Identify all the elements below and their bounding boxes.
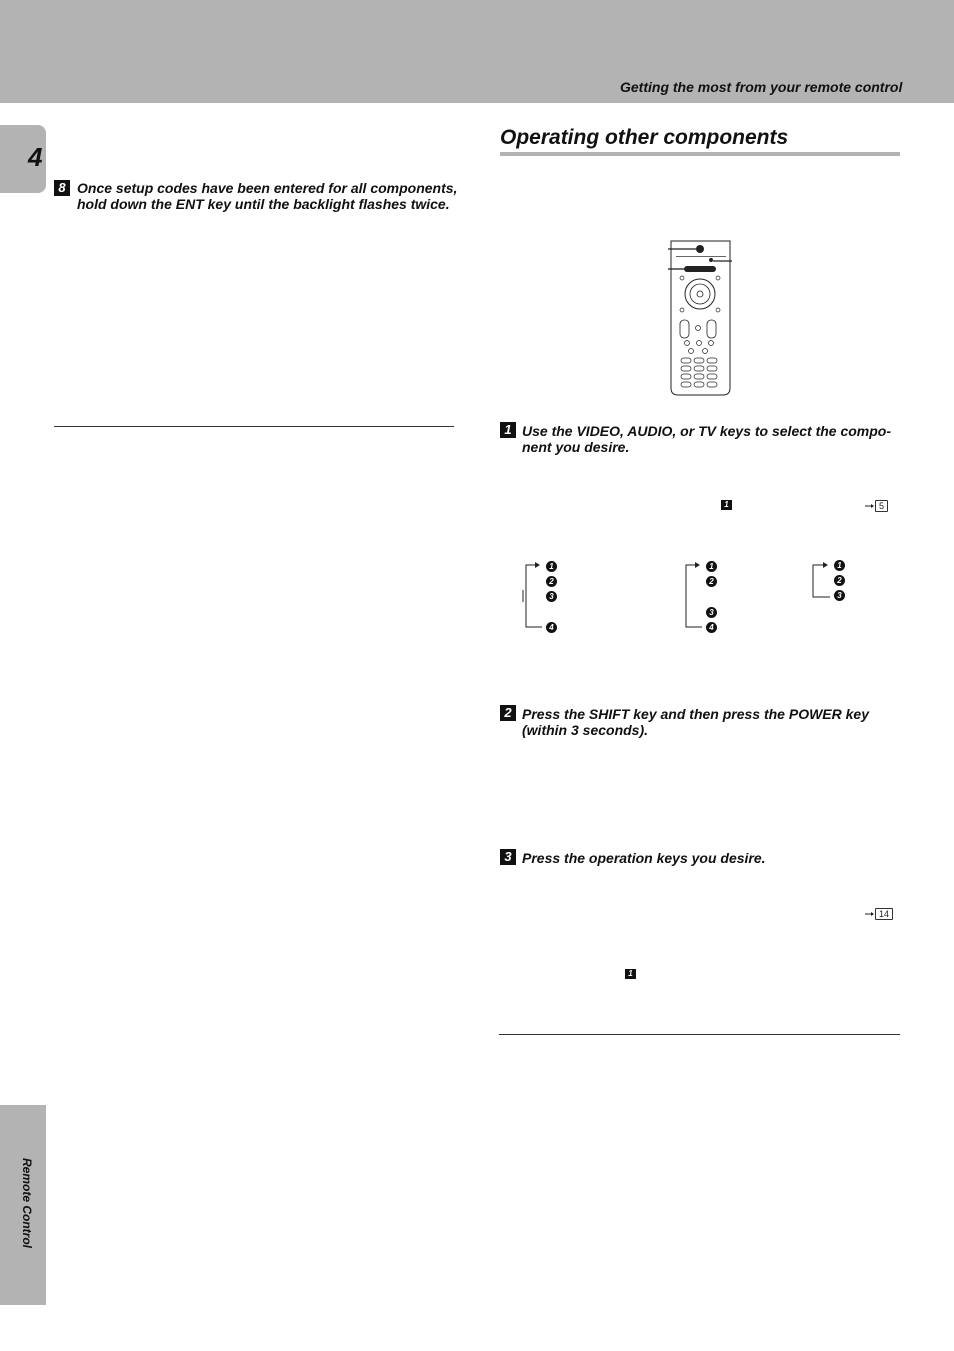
step-1-inline-badge: 1 [721, 500, 732, 510]
sequence-3-step-1: 1 [834, 560, 845, 571]
sequence-2-step-4: 4 [706, 622, 717, 633]
arrow-right-icon [865, 911, 875, 917]
page-number: 4 [28, 142, 43, 172]
step-3-text: Press the operation keys you desire. [522, 850, 766, 866]
step-1-line-2: nent you desire. [522, 439, 630, 455]
arrow-right-icon [865, 503, 875, 509]
step-2-line-2: (within 3 seconds). [522, 722, 649, 738]
sequence-2-step-3: 3 [706, 607, 717, 618]
step-3-badge: 3 [500, 849, 516, 865]
sequence-1-step-2: 2 [546, 576, 557, 587]
step-2-badge: 2 [500, 705, 516, 721]
step-1-badge: 1 [500, 422, 516, 438]
sequence-3-step-3: 3 [834, 590, 845, 601]
page-ref-14 [865, 908, 893, 920]
sequence-1-step-4: 4 [546, 622, 557, 633]
heading-bar [500, 152, 900, 156]
main-heading: Operating other components [500, 126, 789, 149]
section-title: Getting the most from your remote control [620, 79, 903, 95]
step-1-line-1: Use the VIDEO, AUDIO, or TV keys to select the compo- [522, 423, 892, 439]
step-1-text [522, 423, 891, 455]
step-3-inline-badge: 1 [625, 969, 636, 979]
remote-control-illustration [660, 238, 736, 398]
power-button [696, 245, 704, 253]
right-divider [499, 1034, 900, 1035]
book-reference-icon: 14 [875, 908, 893, 920]
sequence-1-step-3: 3 [546, 591, 557, 602]
step-8-line-2: hold down the ENT key until the backlight flashes twice. [77, 196, 450, 212]
side-label: Remote Control [20, 1158, 34, 1248]
sequence-bracket-2 [680, 560, 710, 632]
step-8-line-1: Once setup codes have been entered for all components, [77, 180, 458, 196]
left-divider [54, 426, 454, 427]
step-2-text [522, 706, 869, 738]
sequence-2-step-1: 1 [706, 561, 717, 572]
sequence-3-step-2: 2 [834, 575, 845, 586]
step-8-badge: 8 [54, 180, 70, 196]
shift-key [684, 266, 716, 272]
page-ref-5 [865, 500, 888, 512]
step-8-text [77, 180, 457, 212]
sequence-1-step-1: 1 [546, 561, 557, 572]
sequence-2-step-2: 2 [706, 576, 717, 587]
step-2-line-1: Press the SHIFT key and then press the POWER key [522, 706, 869, 722]
book-reference-icon: 5 [875, 500, 888, 512]
